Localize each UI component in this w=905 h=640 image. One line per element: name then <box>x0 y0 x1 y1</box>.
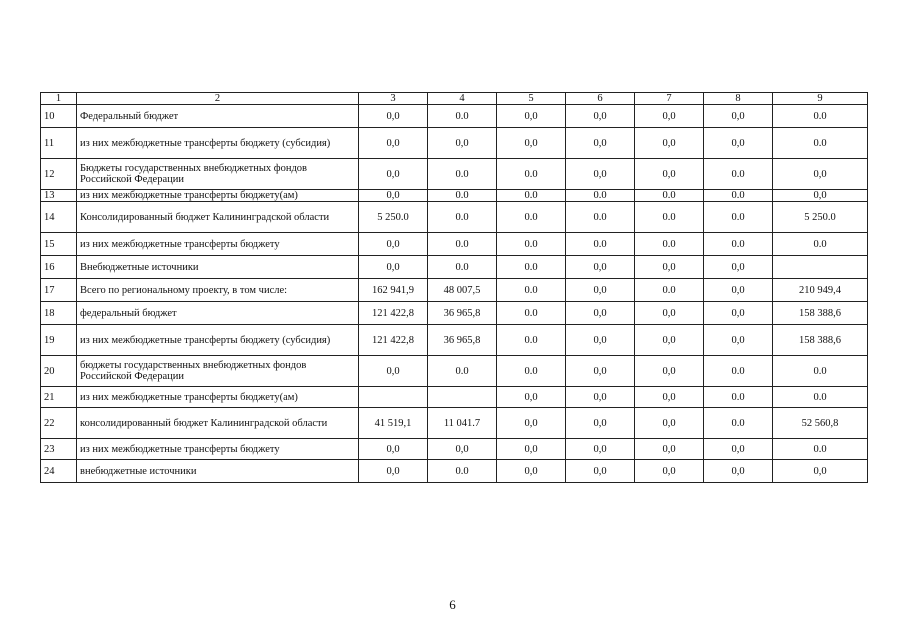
value-cell-col8: 0.0 <box>704 233 773 256</box>
value-cell-col6: 0.0 <box>566 190 635 202</box>
row-label: Бюджеты государственных внебюджетных фондов Российской Федерации <box>77 159 359 190</box>
value-cell-col3: 162 941,9 <box>359 279 428 302</box>
value-cell-col8: 0,0 <box>704 279 773 302</box>
value-cell-col4: 36 965,8 <box>428 302 497 325</box>
row-label: из них межбюджетные трансферты бюджету(ам) <box>77 190 359 202</box>
value-cell-col6: 0,0 <box>566 408 635 439</box>
value-cell-col7: 0,0 <box>635 460 704 483</box>
value-cell-col3: 0,0 <box>359 128 428 159</box>
value-cell-col9: 158 388,6 <box>773 302 868 325</box>
value-cell-col5: 0,0 <box>497 408 566 439</box>
table-row <box>41 233 868 256</box>
value-cell-col5: 0,0 <box>497 105 566 128</box>
value-cell-col4: 0.0 <box>428 356 497 387</box>
value-cell-col8: 0,0 <box>704 105 773 128</box>
value-cell-col8: 0.0 <box>704 190 773 202</box>
value-cell-col8: 0,0 <box>704 439 773 460</box>
value-cell-col6: 0.0 <box>566 202 635 233</box>
value-cell-col7: 0,0 <box>635 302 704 325</box>
row-label: Всего по региональному проекту, в том числе: <box>77 279 359 302</box>
value-cell-col8: 0,0 <box>704 460 773 483</box>
value-cell-col6: 0,0 <box>566 105 635 128</box>
value-cell-col3: 0,0 <box>359 356 428 387</box>
col-header-9: 9 <box>773 93 868 105</box>
value-cell-col9 <box>773 256 868 279</box>
value-cell-col5: 0.0 <box>497 279 566 302</box>
col-header-8: 8 <box>704 93 773 105</box>
col-header-6: 6 <box>566 93 635 105</box>
row-label: из них межбюджетные трансферты бюджету <box>77 233 359 256</box>
row-label: федеральный бюджет <box>77 302 359 325</box>
value-cell-col4: 0.0 <box>428 190 497 202</box>
value-cell-col3: 0,0 <box>359 159 428 190</box>
value-cell-col4: 11 041.7 <box>428 408 497 439</box>
table-row <box>41 460 868 483</box>
value-cell-col3: 121 422,8 <box>359 302 428 325</box>
value-cell-col8: 0,0 <box>704 302 773 325</box>
row-number: 13 <box>41 190 77 202</box>
value-cell-col8: 0,0 <box>704 256 773 279</box>
value-cell-col6: 0,0 <box>566 302 635 325</box>
value-cell-col3: 0,0 <box>359 460 428 483</box>
value-cell-col3: 41 519,1 <box>359 408 428 439</box>
row-number: 18 <box>41 302 77 325</box>
value-cell-col4: 0.0 <box>428 159 497 190</box>
row-number: 21 <box>41 387 77 408</box>
value-cell-col7: 0.0 <box>635 202 704 233</box>
value-cell-col9: 0.0 <box>773 233 868 256</box>
value-cell-col3 <box>359 387 428 408</box>
value-cell-col9: 0,0 <box>773 460 868 483</box>
value-cell-col4: 0.0 <box>428 233 497 256</box>
value-cell-col8: 0.0 <box>704 356 773 387</box>
value-cell-col9: 210 949,4 <box>773 279 868 302</box>
table-row <box>41 190 868 202</box>
value-cell-col5: 0.0 <box>497 356 566 387</box>
budget-table <box>40 92 868 483</box>
value-cell-col5: 0.0 <box>497 190 566 202</box>
table-row <box>41 356 868 387</box>
row-number: 11 <box>41 128 77 159</box>
row-number: 24 <box>41 460 77 483</box>
value-cell-col9: 0.0 <box>773 128 868 159</box>
row-label: из них межбюджетные трансферты бюджету(ам) <box>77 387 359 408</box>
row-label: из них межбюджетные трансферты бюджету <box>77 439 359 460</box>
value-cell-col3: 0,0 <box>359 190 428 202</box>
value-cell-col7: 0.0 <box>635 233 704 256</box>
col-header-2: 2 <box>77 93 359 105</box>
header-row <box>41 93 868 105</box>
value-cell-col7: 0,0 <box>635 356 704 387</box>
value-cell-col9: 158 388,6 <box>773 325 868 356</box>
value-cell-col5: 0.0 <box>497 302 566 325</box>
table-row <box>41 128 868 159</box>
value-cell-col6: 0.0 <box>566 233 635 256</box>
row-label: из них межбюджетные трансферты бюджету (субсидия) <box>77 128 359 159</box>
value-cell-col7: 0,0 <box>635 256 704 279</box>
row-label: консолидированный бюджет Калининградской области <box>77 408 359 439</box>
table-row <box>41 105 868 128</box>
value-cell-col6: 0,0 <box>566 460 635 483</box>
value-cell-col8: 0.0 <box>704 202 773 233</box>
value-cell-col3: 0,0 <box>359 105 428 128</box>
value-cell-col4: 0.0 <box>428 202 497 233</box>
row-label: Консолидированный бюджет Калининградской области <box>77 202 359 233</box>
col-header-7: 7 <box>635 93 704 105</box>
value-cell-col3: 0,0 <box>359 256 428 279</box>
value-cell-col5: 0.0 <box>497 159 566 190</box>
value-cell-col4: 0,0 <box>428 128 497 159</box>
value-cell-col4: 0,0 <box>428 439 497 460</box>
value-cell-col6: 0,0 <box>566 439 635 460</box>
value-cell-col9: 0.0 <box>773 387 868 408</box>
value-cell-col6: 0,0 <box>566 128 635 159</box>
row-number: 15 <box>41 233 77 256</box>
table-row <box>41 159 868 190</box>
row-number: 22 <box>41 408 77 439</box>
value-cell-col8: 0,0 <box>704 325 773 356</box>
row-number: 14 <box>41 202 77 233</box>
value-cell-col7: 0,0 <box>635 159 704 190</box>
value-cell-col9: 0.0 <box>773 439 868 460</box>
value-cell-col5: 0.0 <box>497 256 566 279</box>
value-cell-col4: 36 965,8 <box>428 325 497 356</box>
table-row <box>41 202 868 233</box>
row-label: Внебюджетные источники <box>77 256 359 279</box>
table-row <box>41 325 868 356</box>
row-number: 16 <box>41 256 77 279</box>
row-number: 20 <box>41 356 77 387</box>
value-cell-col5: 0.0 <box>497 325 566 356</box>
value-cell-col6: 0,0 <box>566 387 635 408</box>
table-body <box>41 93 868 483</box>
col-header-1: 1 <box>41 93 77 105</box>
page-number: 6 <box>449 597 456 612</box>
value-cell-col6: 0,0 <box>566 159 635 190</box>
value-cell-col7: 0,0 <box>635 408 704 439</box>
value-cell-col7: 0.0 <box>635 279 704 302</box>
row-label: из них межбюджетные трансферты бюджету (субсидия) <box>77 325 359 356</box>
row-number: 23 <box>41 439 77 460</box>
value-cell-col7: 0,0 <box>635 439 704 460</box>
value-cell-col9: 0.0 <box>773 356 868 387</box>
value-cell-col9: 52 560,8 <box>773 408 868 439</box>
value-cell-col7: 0,0 <box>635 325 704 356</box>
value-cell-col9: 0,0 <box>773 159 868 190</box>
value-cell-col6: 0,0 <box>566 279 635 302</box>
value-cell-col8: 0.0 <box>704 387 773 408</box>
value-cell-col4: 0.0 <box>428 256 497 279</box>
table-row <box>41 439 868 460</box>
value-cell-col5: 0,0 <box>497 128 566 159</box>
value-cell-col6: 0,0 <box>566 256 635 279</box>
value-cell-col7: 0,0 <box>635 105 704 128</box>
row-number: 17 <box>41 279 77 302</box>
value-cell-col8: 0.0 <box>704 408 773 439</box>
row-number: 19 <box>41 325 77 356</box>
value-cell-col5: 0,0 <box>497 387 566 408</box>
table-row <box>41 408 868 439</box>
value-cell-col3: 5 250.0 <box>359 202 428 233</box>
value-cell-col4: 0.0 <box>428 460 497 483</box>
table-row <box>41 387 868 408</box>
table-row <box>41 302 868 325</box>
value-cell-col3: 0,0 <box>359 233 428 256</box>
value-cell-col7: 0,0 <box>635 387 704 408</box>
value-cell-col3: 121 422,8 <box>359 325 428 356</box>
table-row <box>41 256 868 279</box>
row-label: Федеральный бюджет <box>77 105 359 128</box>
value-cell-col7: 0.0 <box>635 190 704 202</box>
value-cell-col6: 0,0 <box>566 325 635 356</box>
value-cell-col5: 0.0 <box>497 233 566 256</box>
row-number: 10 <box>41 105 77 128</box>
value-cell-col7: 0,0 <box>635 128 704 159</box>
col-header-5: 5 <box>497 93 566 105</box>
row-number: 12 <box>41 159 77 190</box>
value-cell-col3: 0,0 <box>359 439 428 460</box>
value-cell-col4 <box>428 387 497 408</box>
value-cell-col5: 0,0 <box>497 439 566 460</box>
value-cell-col9: 5 250.0 <box>773 202 868 233</box>
value-cell-col9: 0,0 <box>773 190 868 202</box>
col-header-4: 4 <box>428 93 497 105</box>
value-cell-col8: 0.0 <box>704 159 773 190</box>
value-cell-col8: 0,0 <box>704 128 773 159</box>
table-row <box>41 279 868 302</box>
value-cell-col4: 0.0 <box>428 105 497 128</box>
row-label: внебюджетные источники <box>77 460 359 483</box>
col-header-3: 3 <box>359 93 428 105</box>
row-label: бюджеты государственных внебюджетных фондов Российской Федерации <box>77 356 359 387</box>
value-cell-col5: 0.0 <box>497 202 566 233</box>
value-cell-col9: 0.0 <box>773 105 868 128</box>
value-cell-col5: 0,0 <box>497 460 566 483</box>
value-cell-col4: 48 007,5 <box>428 279 497 302</box>
value-cell-col6: 0,0 <box>566 356 635 387</box>
